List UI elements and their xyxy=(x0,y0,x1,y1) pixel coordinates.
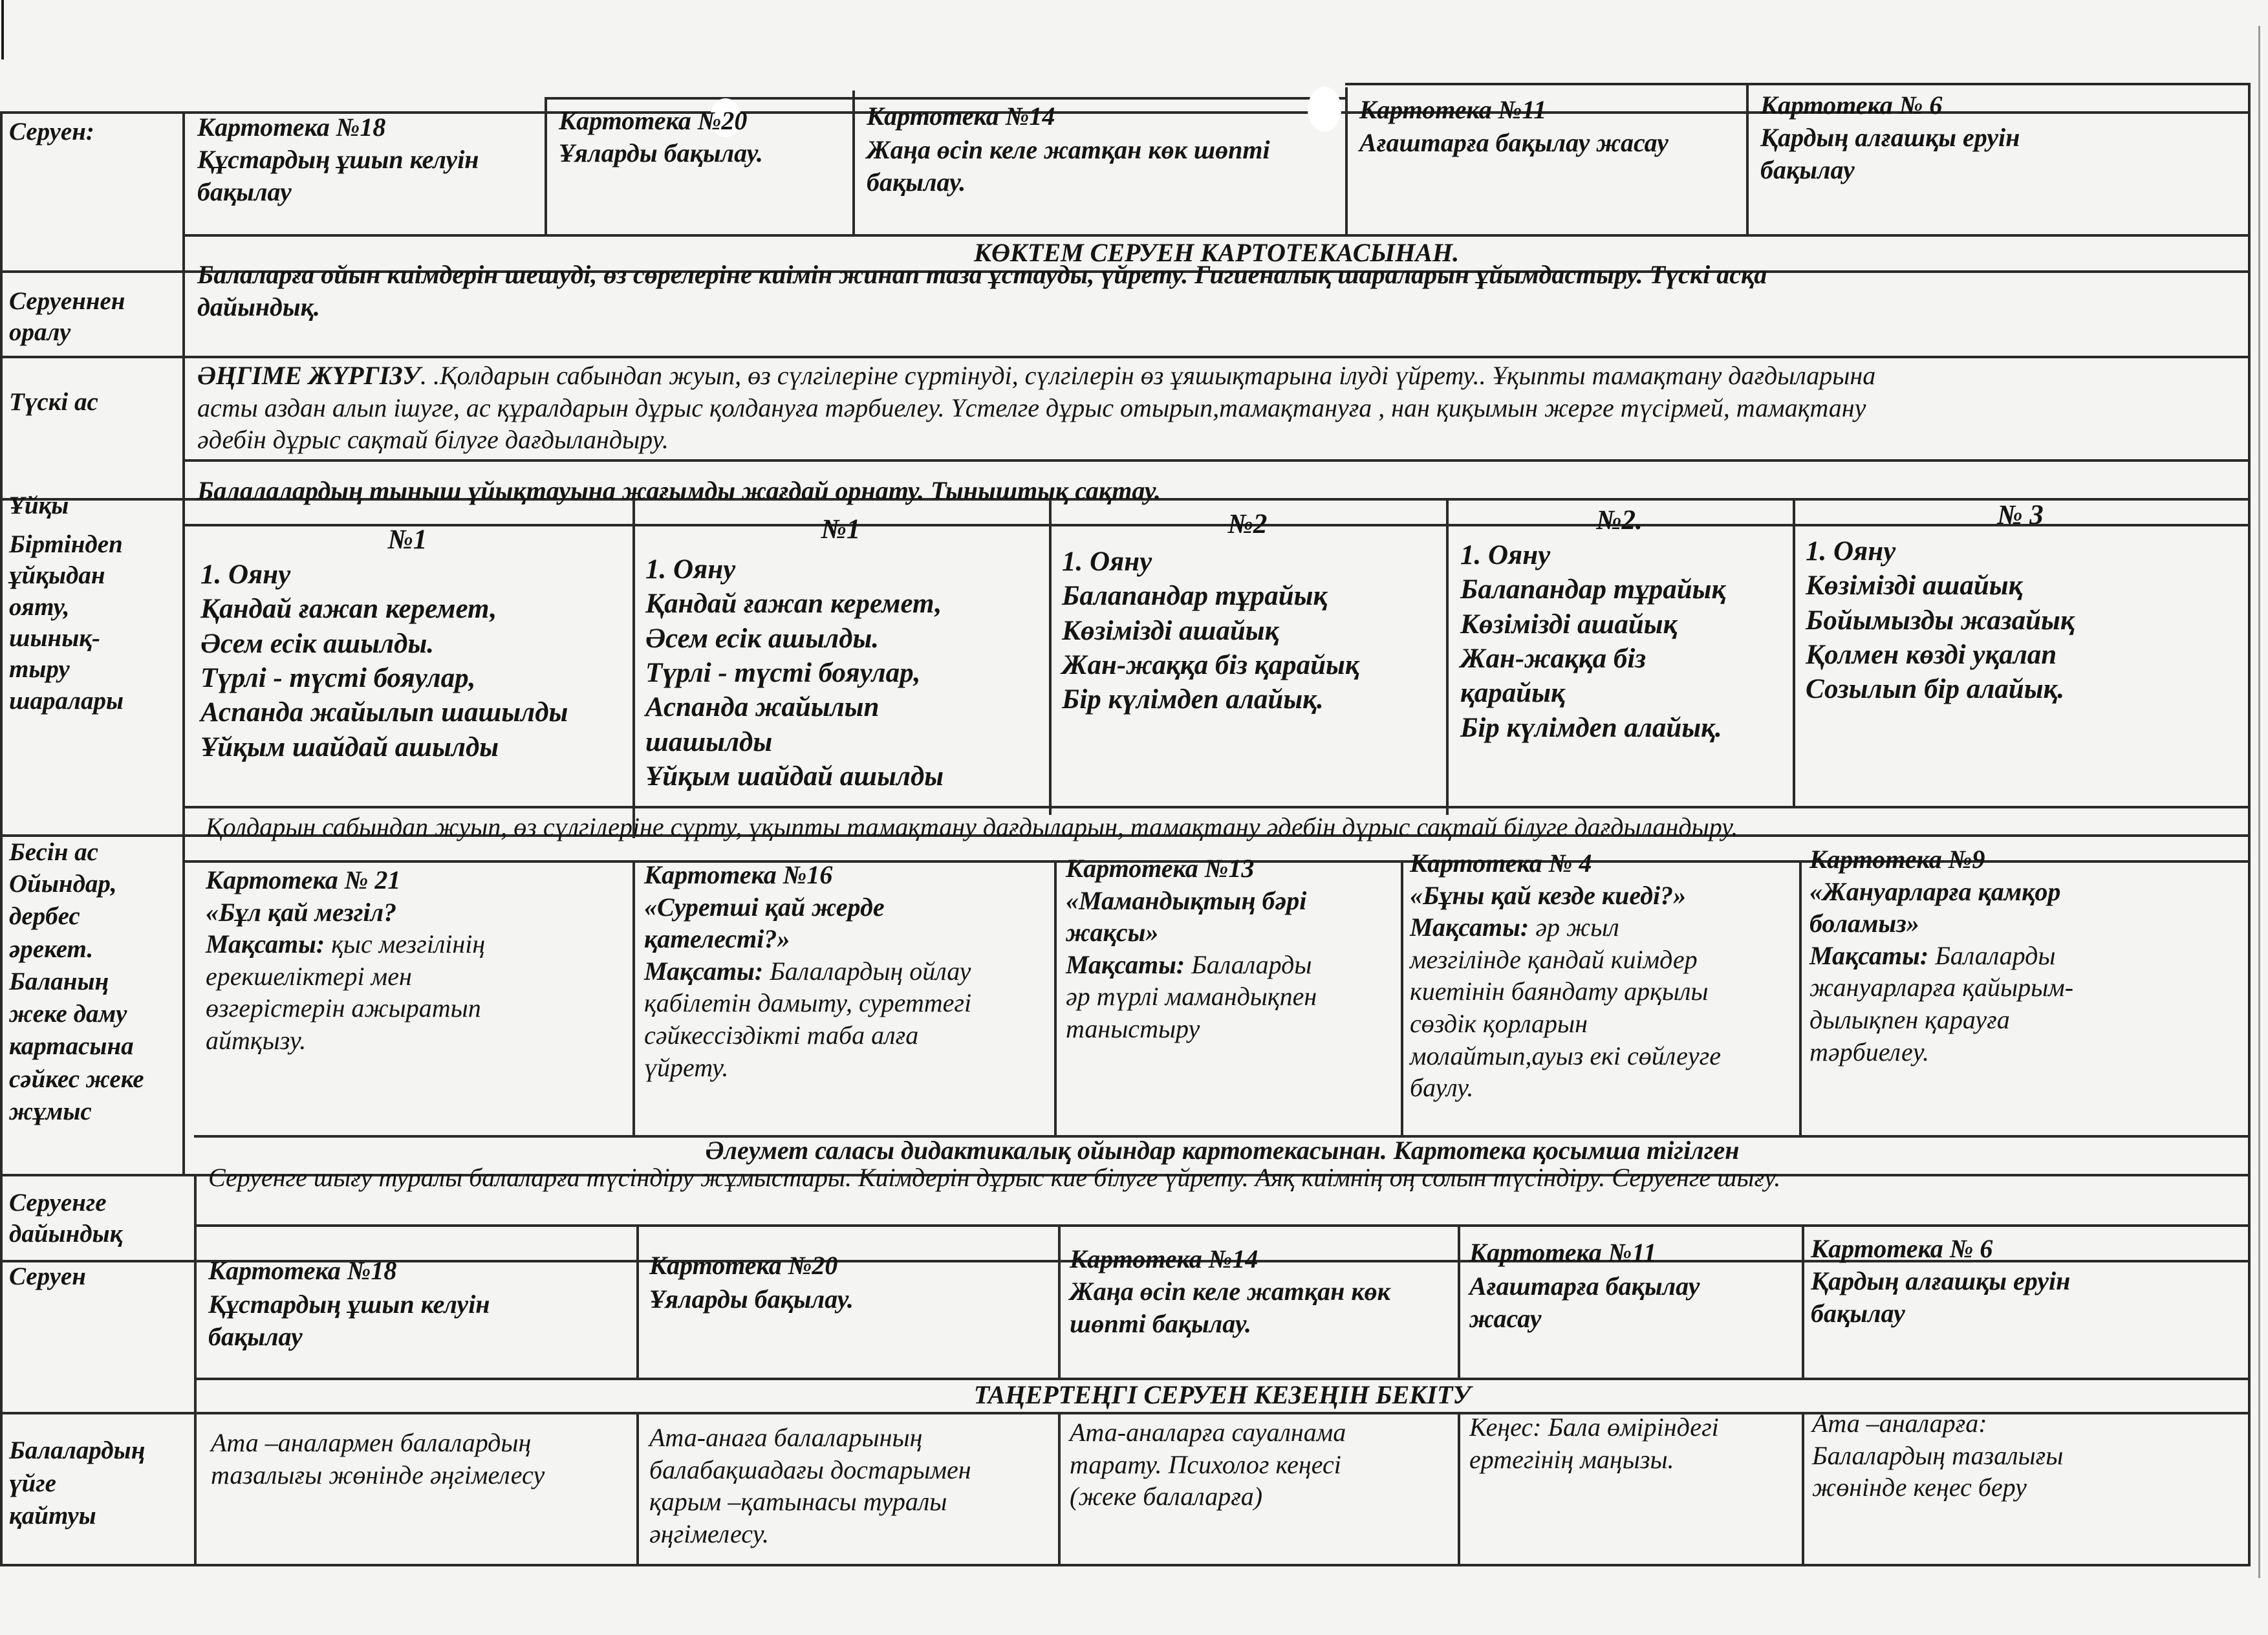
prep-text: Серуенге шығу туралы балаларға түсіндіру жұмыстары. Киімдерін дұрыс кие білуге үйрету. Аяқ киімнің оң солын түсіндіру. Серуенге шығу. xyxy=(208,1163,1781,1192)
lunch-lead: ӘҢГІМЕ ЖҮРГІЗУ xyxy=(197,361,420,390)
top-cell-title: Картотека №18 xyxy=(197,113,386,142)
scan-blot xyxy=(1308,87,1341,132)
table-rule xyxy=(632,498,635,838)
table-rule xyxy=(545,97,547,237)
game-card-title: Картотека №13 xyxy=(1066,854,1255,883)
top-cell-text: Ағаштарға бақылау жасау xyxy=(1359,128,1669,157)
walk-cell-title: Картотека №20 xyxy=(649,1251,838,1280)
table-rule xyxy=(194,1174,197,1566)
top-cell-title: Картотека № 6 xyxy=(1760,91,1943,120)
game-cell xyxy=(1809,843,2073,1068)
sleep-text: Балалалардың тыныш ұйықтауына жағымды жағдай орнату. Тыныштық сақтау. xyxy=(197,476,1161,505)
game-name: «Бұл қай мезгіл? xyxy=(206,897,397,927)
game-name: «Бұны қай кезде киеді?» xyxy=(1410,880,1687,910)
walk-cell-text: Құстардың ұшып келуін бақылау xyxy=(208,1290,490,1351)
wake-cell-number: №1 xyxy=(387,525,427,555)
table-rule xyxy=(1345,83,2251,85)
table-rule xyxy=(1799,860,1802,1135)
top-cell-text: Құстардың ұшып келуін бақылау xyxy=(197,145,479,206)
top-cell-title: Картотека №11 xyxy=(1359,95,1547,124)
walk-cell-text: Қардың алғашқы еруін бақылау xyxy=(1811,1266,2071,1328)
table-rule xyxy=(182,111,185,1176)
table-rule xyxy=(1345,87,1348,237)
morning-walk-banner: ТАҢЕРТЕҢГІ СЕРУЕН КЕЗЕҢІН БЕКІТУ xyxy=(973,1380,1471,1409)
wake-cell-number: № 3 xyxy=(1997,500,2044,530)
table-rule xyxy=(852,91,855,237)
row-label-dinner: Бесін ас xyxy=(9,838,98,866)
didactic-games-banner: Әлеумет саласы дидактикалық ойындар картотекасынан. Картотека қосымша тігілген xyxy=(705,1136,1740,1165)
table-rule xyxy=(0,111,3,1566)
table-rule xyxy=(1746,83,1749,237)
table-rule xyxy=(182,459,2251,462)
game-card-title: Картотека №16 xyxy=(644,860,833,889)
walk-cell-title: Картотека № 6 xyxy=(1811,1234,1993,1263)
table-rule xyxy=(1049,498,1052,815)
top-cell-title: Картотека №20 xyxy=(559,106,748,135)
game-goal: әр жыл мезгілінде қандай киімдер киетінін баяндату арқылы сөздік қорларын молайтып,ауыз екі сөйлеуге баулу. xyxy=(1410,913,1721,1103)
top-cell-text: Қардың алғашқы еруін бақылау xyxy=(1760,123,2020,184)
table-rule xyxy=(1401,860,1403,1135)
home-cell-text: Кеңес: Бала өміріндегі ертегінің маңызы. xyxy=(1469,1413,1719,1474)
game-goal: Балаларды әр түрлі мамандықпен таныстыру xyxy=(1066,949,1317,1043)
top-cell-text: Жаңа өсіп келе жатқан көк шөпті бақылау. xyxy=(867,135,1270,197)
wake-cell-number: №2. xyxy=(1596,505,1643,536)
row-label-sleep: Ұйқы xyxy=(9,492,69,519)
row-label-walk: Серуен xyxy=(9,1262,86,1290)
table-rule xyxy=(1058,1224,1061,1378)
game-goal: Балалардың ойлау қабілетін дамыту, суреттегі сәйкессіздікті таба алға үйрету. xyxy=(644,956,972,1082)
top-cell-title: Картотека №14 xyxy=(867,102,1055,131)
home-cell-text: Ата –аналармен балалардың тазалығы жөнінде әңгімелесу xyxy=(211,1428,545,1489)
row-label-return: Серуеннен оралу xyxy=(9,287,125,347)
row-label-prep: Серуенге дайындық xyxy=(9,1189,123,1248)
home-cell-text: Ата-аналарға сауалнама тарату. Психолог кеңесі (жеке балаларға) xyxy=(1070,1418,1346,1511)
row-label-walk-top: Серуен: xyxy=(9,118,94,146)
wake-cell-text: 1. Ояну Қандай ғажап керемет, Әсем есік ашылды. Түрлі - түсті бояулар, Аспанда жайылып шашылды Ұйқым шайдай ашылды xyxy=(200,559,568,763)
row-label-games: Ойындар, дербес әрекет. Баланың жеке даму картасына сәйкес жеке жұмыс xyxy=(9,870,144,1126)
table-rule xyxy=(0,356,2251,358)
game-goal-label: Мақсаты: xyxy=(1809,940,1929,970)
lunch-body: . .Қолдарын сабындап жуып, өз сүлгілеріне сүртінуді, сүлгілерін өз ұяшықтарына ілуді үйрету.. Ұқыпты тамақтану дағдыларына асты аздан алып ішуге, ас құралдарын дұрыс қолдануға тәрбиелеу. Үстелге дұрыс отырып,тамақтануға , нан қиқымын жерге түсірмей, тамақтану әдебін дұрыс сақтай білуге дағдыландыру. xyxy=(197,361,1876,455)
lunch-text xyxy=(197,360,2241,456)
table-rule xyxy=(636,1412,639,1564)
walk-cell-title: Картотека №14 xyxy=(1070,1244,1258,1273)
game-name: «Мамандықтың бәрі жақсы» xyxy=(1066,885,1307,947)
wake-cell-number: №2 xyxy=(1227,509,1268,539)
wake-cell-text: 1. Ояну Балапандар тұрайық Көзімізді ашайық Жан-жаққа біз қарайық Бір күлімдеп алайық. xyxy=(1062,547,1359,715)
game-goal-label: Мақсаты: xyxy=(1410,913,1529,942)
scan-edge-mark xyxy=(2258,26,2260,1578)
game-name: «Жануарларға қамқор боламыз» xyxy=(1809,876,2061,938)
table-rule xyxy=(1058,1412,1061,1564)
walk-cell-text: Жаңа өсіп келе жатқан көк шөпті бақылау. xyxy=(1070,1277,1390,1338)
walk-cell-title: Картотека №11 xyxy=(1469,1238,1657,1267)
game-cell xyxy=(206,864,485,1057)
return-text: Балаларға ойын киімдерін шешуді, өз сөрелеріне киімін жинап таза ұстауды, үйрету. Гигиеналық шараларын ұйымдастыру. Түскі асқа дайындық. xyxy=(197,260,1767,321)
game-cell xyxy=(1066,852,1317,1045)
walk-cell-text: Ұяларды бақылау. xyxy=(649,1284,854,1314)
home-cell-text: Ата-анаға балаларының балабақшадағы достарымен қарым –қатынасы туралы әңгімелесу. xyxy=(649,1423,971,1548)
game-goal-label: Мақсаты: xyxy=(644,956,764,986)
table-rule xyxy=(2248,83,2251,1566)
home-cell-text: Ата –аналарға: Балалардың тазалығы жөнінде кеңес беру xyxy=(1812,1409,2064,1502)
table-rule xyxy=(1458,1412,1460,1564)
wake-cell-text: 1. Ояну Қандай ғажап керемет, Әсем есік ашылды. Түрлі - түсті бояулар, Аспанда жайылып шашылды Ұйқым шайдай ашылды xyxy=(645,554,944,792)
game-cell xyxy=(1410,847,1721,1104)
wake-cell-text: 1. Ояну Балапандар тұрайық Көзімізді ашайық Жан-жаққа біз қарайық Бір күлімдеп алайық. xyxy=(1460,540,1726,743)
table-rule xyxy=(545,97,1345,100)
wake-cell-number: №1 xyxy=(821,514,861,545)
table-rule xyxy=(1054,860,1057,1135)
walk-cell-title: Картотека №18 xyxy=(208,1256,397,1285)
wake-cell-text: 1. Ояну Көзімізді ашайық Бойымызды жазайық Қолмен көзді уқалап Созылып бір алайық. xyxy=(1806,536,2075,705)
game-goal-label: Мақсаты: xyxy=(206,929,325,959)
game-card-title: Картотека № 21 xyxy=(206,865,401,894)
table-rule xyxy=(182,806,2251,808)
row-label-home: Балалардың үйге қайтуы xyxy=(9,1436,146,1530)
game-goal: Балаларды жануарларға қайырым- дылықпен қарауға тәрбиелеу. xyxy=(1809,940,2074,1067)
game-goal-label: Мақсаты: xyxy=(1066,949,1185,979)
table-rule xyxy=(1802,1224,1804,1378)
game-cell xyxy=(644,859,971,1083)
game-card-title: Картотека № 4 xyxy=(1410,849,1592,878)
row-label-wake: Біртіндеп ұйқыдан ояту, шынық- тыру шаралары xyxy=(9,530,124,715)
row-label-lunch: Түскі ас xyxy=(9,388,98,416)
table-rule xyxy=(1793,498,1795,806)
table-rule xyxy=(0,1564,2251,1566)
table-rule xyxy=(194,1224,2251,1227)
game-goal: қыс мезгілінің ерекшеліктері мен өзгерістерін ажыратып айтқызу. xyxy=(206,929,486,1055)
table-rule xyxy=(1446,498,1449,815)
top-cell-text: Ұяларды бақылау. xyxy=(559,138,763,168)
walk-cell-text: Ағаштарға бақылау жасау xyxy=(1469,1272,1700,1333)
game-name: «Суретші қай жерде қателесті?» xyxy=(644,892,885,954)
table-rule xyxy=(1802,1412,1804,1564)
table-rule xyxy=(636,1224,639,1378)
table-rule xyxy=(632,860,635,1135)
game-card-title: Картотека №9 xyxy=(1809,845,1985,874)
spring-walk-banner: КӨКТЕМ СЕРУЕН КАРТОТЕКАСЫНАН. xyxy=(973,238,1460,267)
scan-edge-mark xyxy=(1,0,4,60)
dinner-text: Қолдарын сабындап жуып, өз сүлгілеріне сүрту, ұқыпты тамақтану дағдыларын, тамақтану әдебін дұрыс сақтай білуге дағдыландыру. xyxy=(206,812,1738,841)
table-rule xyxy=(1458,1224,1460,1378)
